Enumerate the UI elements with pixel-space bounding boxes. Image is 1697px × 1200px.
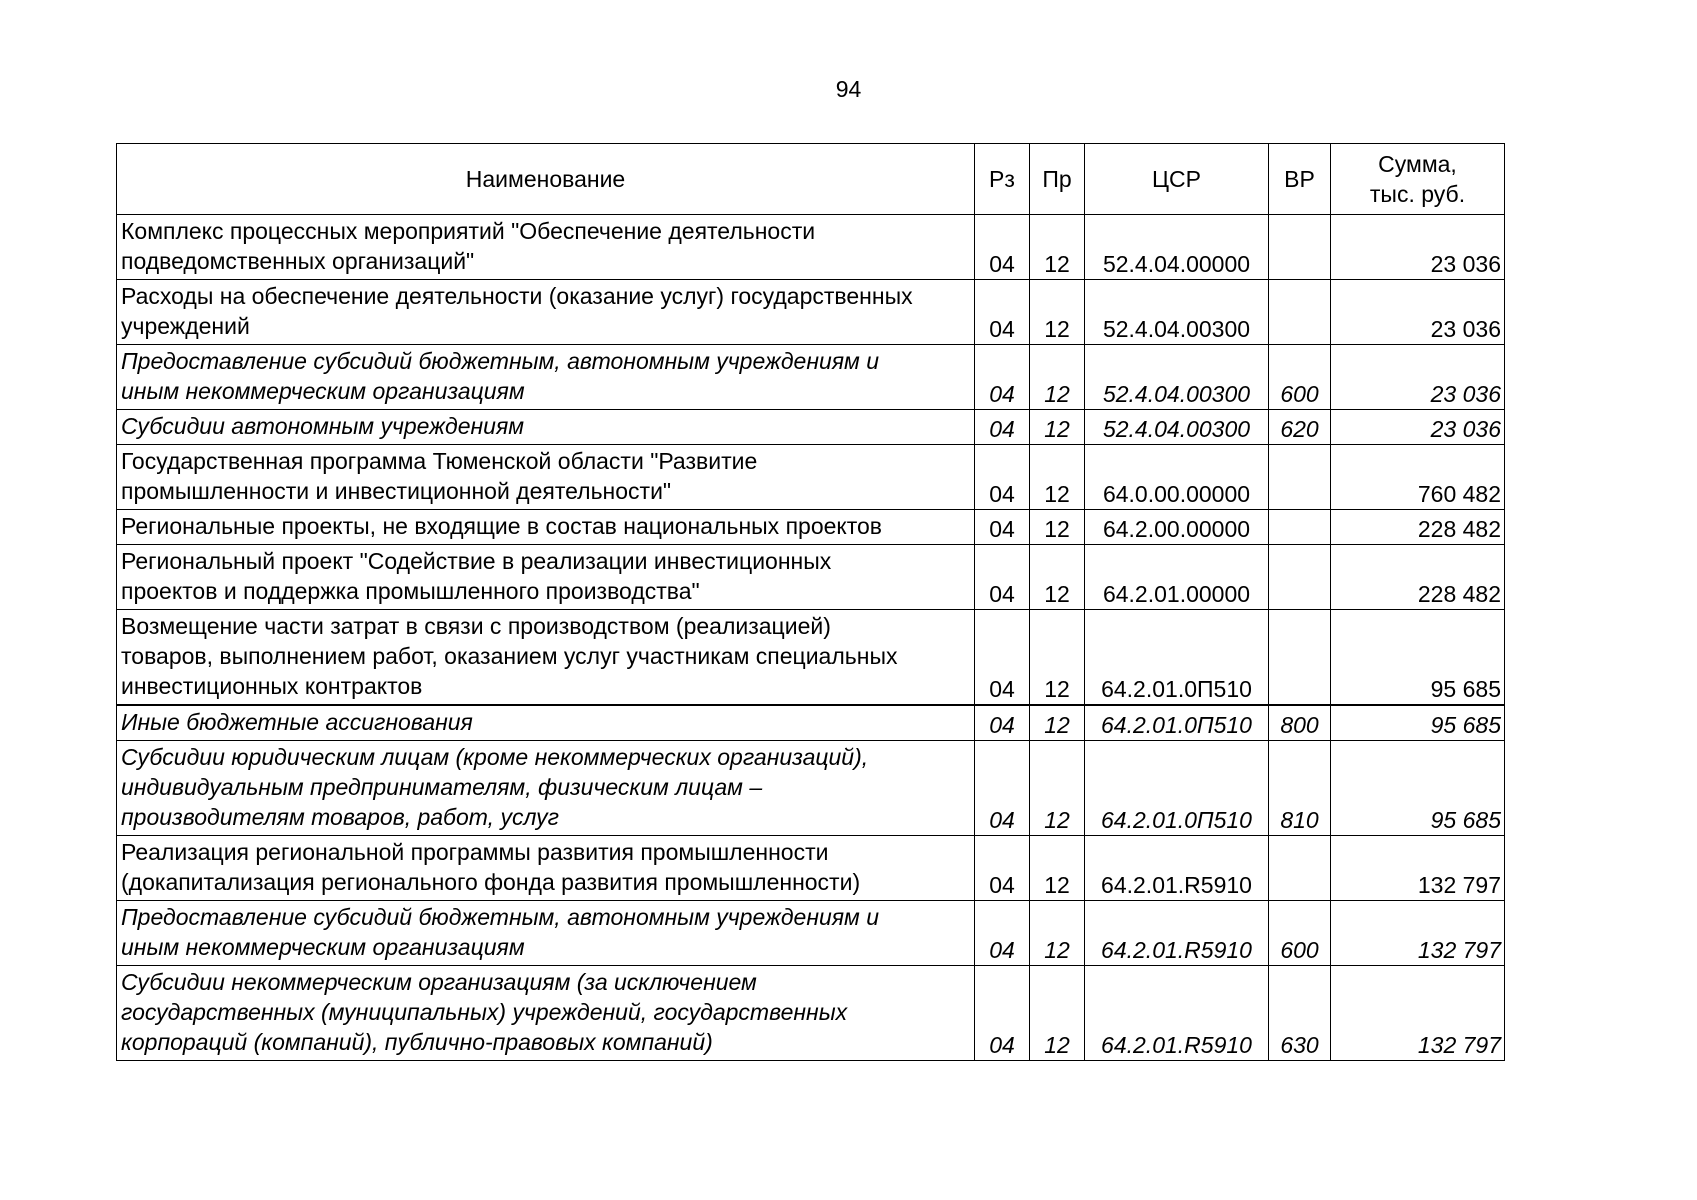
row-name-line: промышленности и инвестиционной деятельности": [121, 478, 672, 504]
table-row: [117, 280, 1505, 345]
row-name-line: Субсидии юридическим лицам (кроме некоммерческих организаций),: [121, 744, 869, 770]
row-name: [117, 705, 975, 741]
row-csr: 64.2.01.0П510: [1085, 610, 1269, 706]
row-name: [117, 836, 975, 901]
row-rz: 04: [975, 345, 1030, 410]
row-name-line: корпораций (компаний), публично-правовых компаний): [121, 1029, 713, 1055]
header-name: Наименование: [117, 144, 975, 215]
row-vr: 600: [1269, 901, 1331, 966]
row-rz: 04: [975, 410, 1030, 445]
row-name: [117, 901, 975, 966]
row-pr: 12: [1030, 510, 1085, 545]
row-pr: 12: [1030, 705, 1085, 741]
row-vr: 630: [1269, 966, 1331, 1061]
row-name-line: учреждений: [121, 313, 250, 339]
row-csr: 64.2.01.R5910: [1085, 836, 1269, 901]
row-sum: 95 685: [1331, 705, 1505, 741]
table-row: [117, 445, 1505, 510]
row-name-line: подведомственных организаций": [121, 248, 475, 274]
row-vr: [1269, 610, 1331, 706]
row-name: [117, 741, 975, 836]
row-csr: 52.4.04.00300: [1085, 410, 1269, 445]
table-row: [117, 510, 1505, 545]
row-vr: [1269, 510, 1331, 545]
row-vr: 800: [1269, 705, 1331, 741]
row-name-line: товаров, выполнением работ, оказанием услуг участникам специальных: [121, 643, 898, 669]
row-pr: 12: [1030, 215, 1085, 280]
header-sum-line1: Сумма,: [1378, 151, 1457, 177]
header-rz: Рз: [975, 144, 1030, 215]
row-csr: 64.2.01.0П510: [1085, 741, 1269, 836]
table-row: [117, 345, 1505, 410]
row-rz: 04: [975, 610, 1030, 706]
row-csr: 64.2.01.R5910: [1085, 966, 1269, 1061]
row-csr: 64.2.00.00000: [1085, 510, 1269, 545]
row-rz: 04: [975, 836, 1030, 901]
row-rz: 04: [975, 741, 1030, 836]
row-csr: 64.0.00.00000: [1085, 445, 1269, 510]
row-name-line: Комплекс процессных мероприятий "Обеспечение деятельности: [121, 218, 816, 244]
row-vr: [1269, 280, 1331, 345]
row-name: [117, 610, 975, 706]
row-name: [117, 545, 975, 610]
row-csr: 64.2.01.R5910: [1085, 901, 1269, 966]
row-vr: 620: [1269, 410, 1331, 445]
row-pr: 12: [1030, 445, 1085, 510]
table-row: [117, 215, 1505, 280]
row-rz: 04: [975, 215, 1030, 280]
row-pr: 12: [1030, 901, 1085, 966]
row-name-line: Субсидии некоммерческим организациям (за исключением: [121, 969, 757, 995]
row-sum: 95 685: [1331, 610, 1505, 706]
header-sum-line2: тыс. руб.: [1369, 181, 1466, 207]
row-sum: 23 036: [1331, 215, 1505, 280]
row-vr: 810: [1269, 741, 1331, 836]
row-pr: 12: [1030, 345, 1085, 410]
row-rz: 04: [975, 545, 1030, 610]
row-name: [117, 445, 975, 510]
row-name: [117, 215, 975, 280]
row-name: [117, 345, 975, 410]
row-name: [117, 280, 975, 345]
row-csr: 64.2.01.0П510: [1085, 705, 1269, 741]
row-rz: 04: [975, 510, 1030, 545]
header-vr: ВР: [1269, 144, 1331, 215]
row-csr: 64.2.01.00000: [1085, 545, 1269, 610]
row-csr: 52.4.04.00300: [1085, 280, 1269, 345]
table-row: [117, 966, 1505, 1061]
row-sum: 228 482: [1331, 545, 1505, 610]
row-name-line: проектов и поддержка промышленного производства": [121, 578, 700, 604]
row-name-line: Региональные проекты, не входящие в состав национальных проектов: [121, 513, 883, 539]
header-pr: Пр: [1030, 144, 1085, 215]
row-rz: 04: [975, 445, 1030, 510]
row-rz: 04: [975, 966, 1030, 1061]
header-csr: ЦСР: [1085, 144, 1269, 215]
row-name: [117, 966, 975, 1061]
row-sum: 132 797: [1331, 836, 1505, 901]
row-vr: [1269, 215, 1331, 280]
row-name-line: Предоставление субсидий бюджетным, автономным учреждениям и: [121, 904, 880, 930]
row-name-line: иным некоммерческим организациям: [121, 934, 525, 960]
row-vr: [1269, 836, 1331, 901]
table-row: [117, 836, 1505, 901]
table-row: [117, 705, 1505, 741]
row-name-line: Государственная программа Тюменской области "Развитие: [121, 448, 758, 474]
row-name-line: Региональный проект "Содействие в реализации инвестиционных: [121, 548, 832, 574]
table-row: [117, 610, 1505, 706]
table-body: [117, 215, 1505, 1061]
row-pr: 12: [1030, 610, 1085, 706]
row-rz: 04: [975, 705, 1030, 741]
row-sum: 132 797: [1331, 966, 1505, 1061]
row-sum: 23 036: [1331, 345, 1505, 410]
row-csr: 52.4.04.00300: [1085, 345, 1269, 410]
row-name-line: производителям товаров, работ, услуг: [121, 804, 560, 830]
row-vr: [1269, 445, 1331, 510]
row-name-line: государственных (муниципальных) учреждений, государственных: [121, 999, 848, 1025]
row-vr: [1269, 545, 1331, 610]
row-name-line: (докапитализация регионального фонда развития промышленности): [121, 869, 861, 895]
row-name-line: иным некоммерческим организациям: [121, 378, 525, 404]
row-name-line: Возмещение части затрат в связи с производством (реализацией): [121, 613, 831, 639]
row-pr: 12: [1030, 280, 1085, 345]
row-rz: 04: [975, 280, 1030, 345]
row-name-line: Иные бюджетные ассигнования: [121, 709, 473, 735]
row-sum: 760 482: [1331, 445, 1505, 510]
table-row: [117, 410, 1505, 445]
table-row: [117, 901, 1505, 966]
budget-table: [116, 143, 1505, 1061]
row-pr: 12: [1030, 741, 1085, 836]
row-csr: 52.4.04.00000: [1085, 215, 1269, 280]
row-name-line: Субсидии автономным учреждениям: [121, 413, 525, 439]
row-sum: 132 797: [1331, 901, 1505, 966]
header-sum: [1331, 144, 1505, 215]
table-header-row: [117, 144, 1505, 215]
row-name-line: Предоставление субсидий бюджетным, автономным учреждениям и: [121, 348, 880, 374]
row-rz: 04: [975, 901, 1030, 966]
table-row: [117, 741, 1505, 836]
row-name: [117, 510, 975, 545]
row-name-line: Расходы на обеспечение деятельности (оказание услуг) государственных: [121, 283, 913, 309]
table-row: [117, 545, 1505, 610]
row-sum: 228 482: [1331, 510, 1505, 545]
row-pr: 12: [1030, 966, 1085, 1061]
row-sum: 23 036: [1331, 280, 1505, 345]
row-pr: 12: [1030, 545, 1085, 610]
row-pr: 12: [1030, 836, 1085, 901]
row-sum: 23 036: [1331, 410, 1505, 445]
page-number: 94: [835, 76, 862, 102]
row-pr: 12: [1030, 410, 1085, 445]
row-vr: 600: [1269, 345, 1331, 410]
row-sum: 95 685: [1331, 741, 1505, 836]
row-name-line: инвестиционных контрактов: [121, 673, 423, 699]
row-name: [117, 410, 975, 445]
row-name-line: Реализация региональной программы развития промышленности: [121, 839, 829, 865]
row-name-line: индивидуальным предпринимателям, физическим лицам –: [121, 774, 763, 800]
